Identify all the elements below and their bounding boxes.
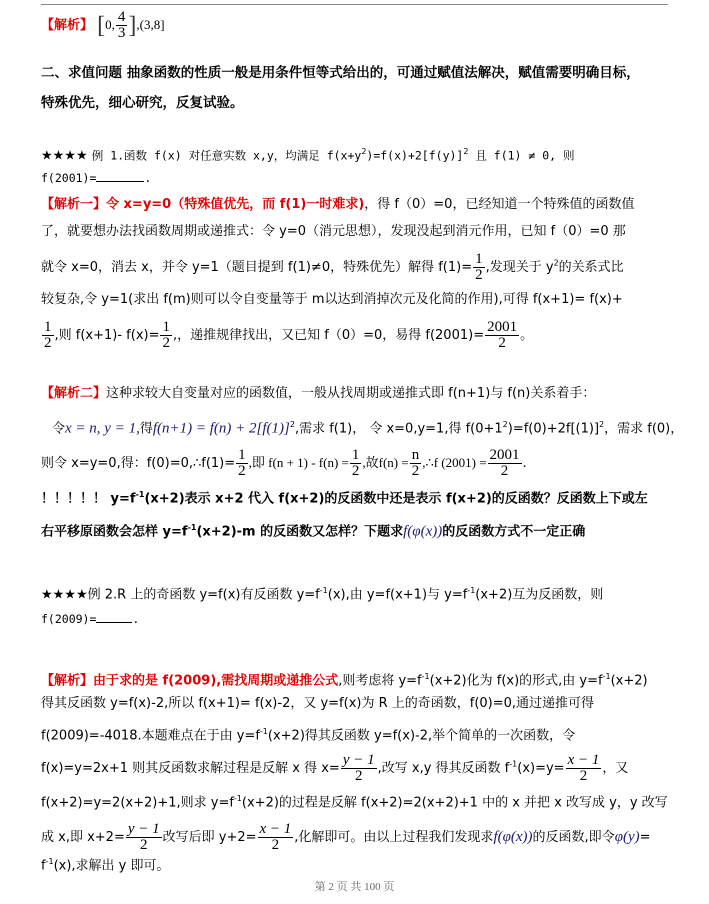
example2-line1 (41, 581, 603, 605)
text: 例 1.函数 f(x) 对任意实数 x,y，均满足 f(x+y (91, 148, 362, 163)
text: (x+2)表示 x+2 代入 f(x+2)的反函数中还是表示 f(x+2)的反函数？反函数上下或左 (144, 491, 648, 507)
analysis-label: 【解析】 (41, 673, 94, 689)
fraction-4-3 (116, 10, 128, 41)
text: . (522, 456, 527, 471)
bracket-open: [ (97, 12, 106, 39)
header-rule (41, 4, 668, 5)
numerator: x − 1 (259, 821, 292, 837)
text: = (639, 830, 651, 845)
text: 的反函数,即令 (532, 830, 615, 845)
numerator: 1 (475, 251, 483, 267)
fraction (160, 320, 172, 351)
analysis2-line1 (41, 384, 595, 404)
fraction (488, 448, 522, 479)
superscript: -1 (602, 672, 611, 681)
denominator: 2 (271, 837, 280, 853)
numerator: n (411, 447, 420, 463)
fraction (473, 252, 485, 283)
fraction (42, 320, 54, 351)
text: )=f(0)+2f[(1)] (507, 421, 600, 437)
numerator: 2001 (487, 319, 518, 335)
denominator: 2 (139, 837, 148, 853)
superscript: -1 (467, 586, 476, 595)
analysis1-line5 (41, 320, 533, 351)
analysis2-line3 (41, 448, 527, 479)
denominator: 2 (498, 335, 506, 351)
text: f (41, 858, 46, 874)
superscript: 2 (502, 420, 508, 429)
math-expression: f(n+1) = f(n) + 2[f(1)] (152, 420, 290, 437)
analysis1-line1 (41, 195, 634, 215)
numerator: 1 (162, 319, 170, 335)
section-two-line1: 二、求值问题 抽象函数的性质一般是用条件恒等式给出的，可通过赋值法解决，赋值需要明确目标， (41, 65, 640, 81)
text: (x+2)-m 的反函数又怎样？下题求 (196, 524, 404, 540)
text: ，得 f（0）=0，已经知道一个特殊值的函数值 (364, 197, 635, 212)
text: ,改写 x,y 得其反函数 f (377, 761, 510, 776)
text: ,即 f(n + 1) - f(n) = (248, 455, 349, 470)
text: 就令 x=0，消去 x，并令 y=1（题目提到 f(1)≠0，特殊优先）解得 f(1)= (41, 260, 473, 275)
text: 这种求较大自变量对应的函数值，一般从找周期或递推式即 f(n+1)与 f(n)关系着手： (106, 386, 596, 401)
fraction (258, 822, 294, 853)
superscript: -1 (45, 857, 54, 866)
math-expression: f(φ(x)) (493, 829, 533, 845)
analysis-label: 【解析一】 (41, 197, 107, 212)
text: )=f(x)+2[f(y)] (366, 148, 464, 163)
denominator: 2 (579, 768, 588, 784)
fraction (410, 448, 422, 479)
text: (x),由 y=f(x+1)与 y=f (327, 587, 468, 603)
superscript: -1 (319, 586, 328, 595)
text: (x+2)的过程是反解 f(x+2)=2(x+2)+1 中的 x 并把 x 改写成 y，y 改写 (241, 795, 668, 811)
text: ,则 f(x+1)- f(x)= (54, 328, 160, 343)
text: (x+2)得其反函数 y=f(x)-2,举个简单的一次函数，令 (267, 728, 576, 744)
math-expression: φ(y) (614, 829, 640, 845)
text: 得 (139, 421, 153, 437)
example1-line2 (41, 168, 151, 188)
text: ,，递推规律找出，又已知 f（0）=0，易得 f(2001)= (172, 328, 485, 343)
answer-blank (96, 610, 132, 623)
text: ,化解即可。由以上过程我们发现求 (294, 830, 494, 845)
analysis3-line2: 得其反函数 y=f(x)-2,所以 f(x+1)= f(x)-2，又 y=f(x)为 R 上的奇函数，f(0)=0,通过递推可得 (41, 696, 595, 711)
top-answer (41, 10, 165, 41)
text: ,发现关于 y (485, 260, 554, 275)
text: . (132, 612, 140, 626)
superscript: 2 (463, 147, 469, 156)
denominator: 2 (238, 463, 246, 479)
superscript: 2 (289, 420, 295, 429)
denominator: 2 (475, 267, 483, 283)
text: 且 f(1) ≠ 0, 则 (468, 148, 575, 163)
denominator: 2 (411, 463, 420, 479)
analysis-label: 【解析】 (41, 18, 94, 33)
superscript: -1 (135, 490, 145, 499)
superscript: -1 (259, 727, 268, 736)
analysis3-line6 (41, 822, 651, 853)
highlight-text: 令 x=y=0（特殊值优先，而 f(1)一时难求) (106, 197, 365, 212)
numerator: 1 (238, 447, 246, 463)
text: 的关系式比 (558, 260, 624, 275)
analysis1-line4: 较复杂,令 y=1(求出 f(m)则可以令自变量等于 m以达到消掉次元及化简的作用),可得 f(x+1)= f(x)+ (41, 292, 623, 307)
text: (x+2)化为 f(x)的形式,由 y=f (429, 673, 603, 689)
fraction (350, 448, 362, 479)
numerator: 1 (351, 447, 360, 463)
numerator: y − 1 (127, 821, 160, 837)
math-expression: x = n, y = 1, (65, 420, 140, 437)
text: (x)=y= (517, 761, 565, 776)
interval-tail: ,(3,8] (136, 17, 165, 32)
bracket-close: ] (128, 12, 137, 39)
fraction (236, 448, 248, 479)
text: ，需求 f(0)， (604, 421, 684, 437)
superscript: 2 (361, 147, 367, 156)
denominator: 2 (354, 768, 363, 784)
answer-blank (96, 169, 144, 182)
difficulty-stars: ★★★★ (41, 148, 88, 164)
superscript: -1 (421, 672, 430, 681)
text: 的反函数方式不一定正确 (442, 524, 586, 540)
analysis-label: 【解析二】 (41, 386, 107, 401)
text: 。 (520, 328, 534, 343)
text: 令 (52, 421, 66, 437)
text: 改写后即 y+2= (162, 830, 257, 845)
text: (x),求解出 y 即可。 (53, 858, 170, 874)
analysis3-line4 (41, 753, 628, 784)
text: ,∴f (2001) = (422, 455, 487, 470)
superscript: 2 (553, 258, 559, 268)
fraction (566, 753, 602, 784)
text: f(2009)= (41, 612, 97, 626)
text: ！！！！！ y=f (41, 491, 136, 507)
superscript: 2 (599, 420, 605, 429)
denominator: 2 (351, 463, 360, 479)
example1-line1 (41, 142, 575, 166)
fraction (341, 753, 377, 784)
superscript: -1 (187, 523, 197, 532)
denominator: 2 (500, 463, 509, 479)
section-two-line2: 特殊优先，细心研究，反复试验。 (41, 95, 244, 111)
note-line2 (41, 518, 585, 542)
example2-line2 (41, 609, 139, 629)
denominator: 2 (44, 335, 52, 351)
fraction (126, 822, 162, 853)
denominator: 3 (117, 25, 126, 41)
text: f(2001)= (41, 171, 97, 185)
analysis3-line3 (41, 722, 575, 746)
numerator: y − 1 (342, 752, 375, 768)
analysis3-line1 (41, 667, 648, 691)
page-number: 第 2 页 共 100 页 (314, 881, 395, 893)
difficulty-stars: ★★★★ (41, 587, 88, 603)
text: 成 x,即 x+2= (41, 830, 125, 845)
superscript: -1 (509, 759, 518, 769)
text: ，又 (602, 761, 629, 776)
highlight-text: 由于求的是 f(2009),需找周期或递推公式 (93, 673, 339, 689)
text: (x+2)互为反函数，则 (475, 587, 604, 603)
text: ,故f(n) = (362, 455, 409, 470)
text: 则令 x=y=0,得：f(0)=0,∴f(1)= (41, 456, 236, 471)
interval-start: 0, (105, 17, 115, 32)
math-expression: f(φ(x)) (403, 523, 443, 540)
text: ,需求 f(1)， 令 x=0,y=1,得 f(0+1 (294, 421, 503, 437)
text: (x+2) (610, 673, 648, 689)
numerator: x − 1 (567, 752, 600, 768)
analysis2-line2 (52, 415, 683, 439)
text: f(2009)=-4018.本题难点在于由 y=f (41, 728, 260, 744)
text: 右平移原函数会怎样 y=f (41, 524, 188, 540)
analysis1-line3 (41, 252, 624, 283)
numerator: 1 (44, 319, 52, 335)
numerator: 4 (117, 9, 126, 25)
text: . (144, 171, 152, 185)
text: 例 2.R 上的奇函数 y=f(x)有反函数 y=f (87, 587, 320, 603)
text: f(x+2)=y=2(x+2)+1,则求 y=f (41, 795, 234, 811)
text: ,则考虑将 y=f (338, 673, 422, 689)
analysis3-line7 (41, 852, 170, 876)
denominator: 2 (162, 335, 170, 351)
superscript: -1 (233, 794, 242, 803)
text: f(x)=y=2x+1 则其反函数求解过程是反解 x 得 x= (41, 761, 340, 776)
numerator: 2001 (489, 447, 520, 463)
fraction (485, 320, 519, 351)
note-line1 (41, 485, 648, 509)
analysis3-line5 (41, 789, 668, 813)
analysis1-line2: 了，就要想办法找函数周期或递推式：令 y=0（消元思想），发现没起到消元作用，已知 f（0）=0 那 (41, 224, 626, 239)
